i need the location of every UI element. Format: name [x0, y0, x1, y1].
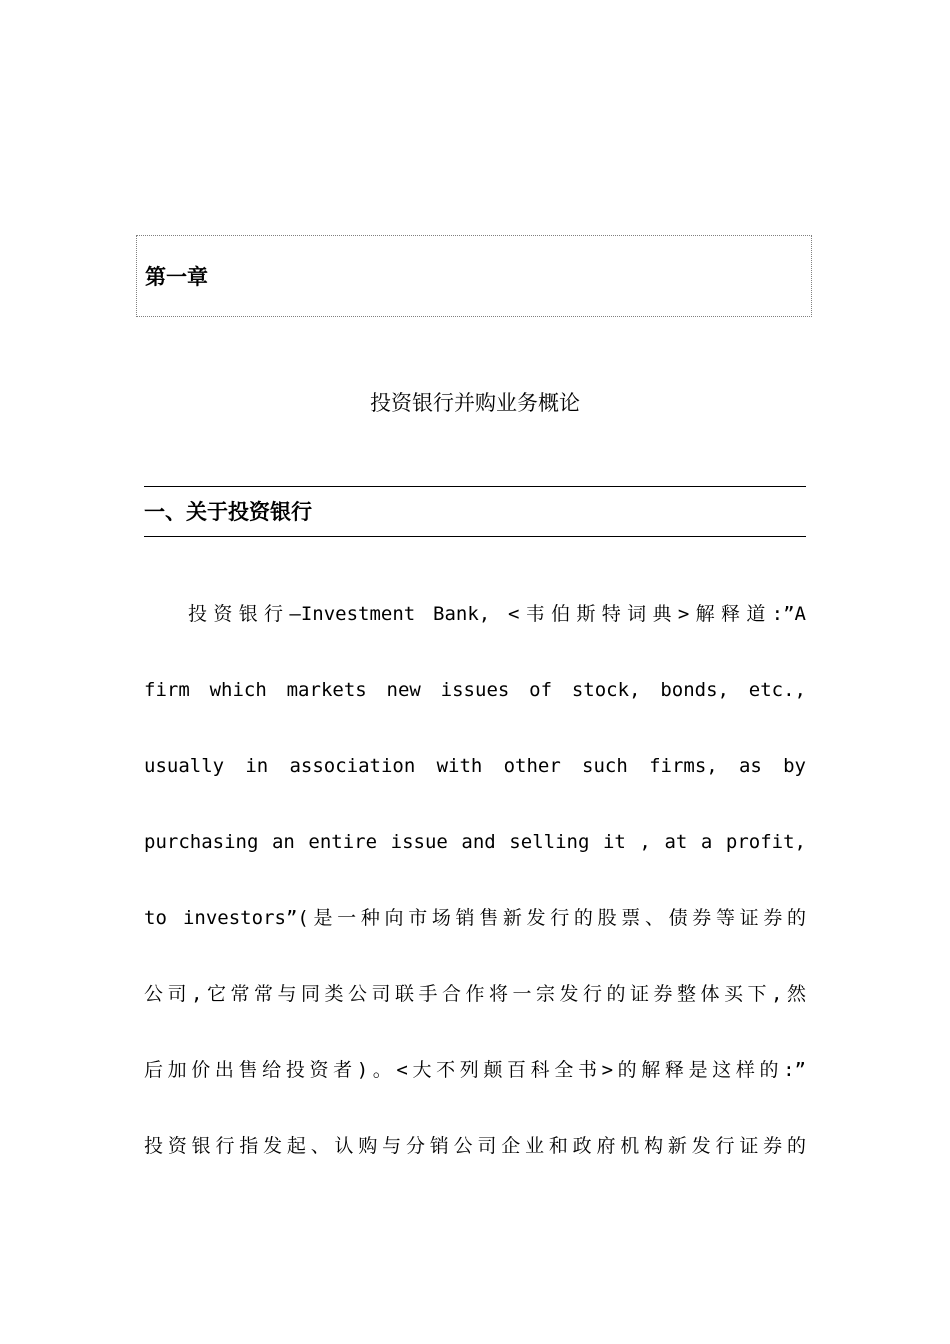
paragraph-line: to investors”(是一种向市场销售新发行的股票、债券等证券的 [144, 907, 806, 929]
paragraph-line: 后加价出售给投资者)。<大不列颠百科全书>的解释是这样的:” [144, 1059, 806, 1081]
heading-rule-top [144, 486, 806, 487]
section-heading: 一、关于投资银行 [144, 500, 312, 524]
paragraph-line: 投资银行指发起、认购与分销公司企业和政府机构新发行证券的 [144, 1135, 806, 1157]
paragraph-line: 投资银行—Investment Bank, <韦伯斯特词典>解释道:”A [188, 603, 806, 625]
heading-rule-bottom [144, 536, 806, 537]
chapter-label: 第一章 [145, 265, 208, 289]
paragraph-line: firm which markets new issues of stock, bonds, etc., [144, 679, 806, 701]
paragraph-line: purchasing an entire issue and selling it , at a profit, [144, 831, 806, 853]
paragraph-line: usually in association with other such firms, as by [144, 755, 806, 777]
paragraph-line: 公司,它常常与同类公司联手合作将一宗发行的证券整体买下,然 [144, 983, 806, 1005]
document-title: 投资银行并购业务概论 [370, 391, 580, 415]
chapter-box [136, 235, 812, 317]
